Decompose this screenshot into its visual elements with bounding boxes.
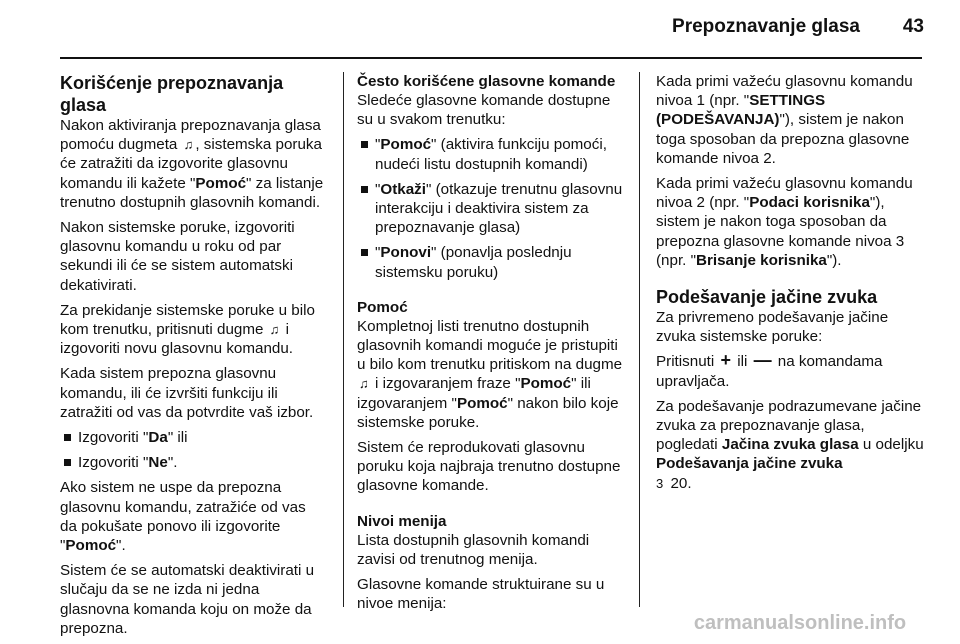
- column-1: [60, 72, 326, 644]
- text: Pritisnuti: [656, 353, 715, 371]
- text: Kompletnoj listi trenutno dostupnih glasovnih komandi moguće je pristupiti u bilo kom trenutku pritiskom na dugme: [357, 317, 623, 374]
- paragraph: [656, 72, 924, 168]
- text: "), sistem je nakon toga sposoban da prepozna glasovne komande nivoa 2.: [656, 111, 910, 167]
- section-heading-voice-usage: Korišćenje prepoznavanja glasa: [60, 73, 284, 115]
- text: ".: [167, 454, 178, 472]
- bold-term: Pomoć: [195, 174, 247, 192]
- text: ": [375, 136, 381, 154]
- column-divider-2: [639, 72, 640, 607]
- bold-term: SETTINGS (PODEŠAVANJA): [656, 92, 826, 129]
- bold-term: Pomoć: [456, 394, 508, 412]
- list-item: [357, 243, 623, 281]
- text: " (ponavlja poslednju sistemsku poruku): [375, 244, 572, 281]
- text: Izgovoriti ": [78, 454, 149, 472]
- text: ".: [116, 537, 126, 555]
- paragraph: [656, 352, 924, 390]
- section-heading-menu-levels: Nivoi menija: [357, 512, 447, 530]
- text: i izgovoriti novu glasovnu komandu.: [60, 321, 294, 358]
- voice-button-icon: ♫: [269, 322, 280, 338]
- section-heading-help: Pomoć: [357, 298, 408, 316]
- bold-term: Otkaži: [380, 180, 426, 198]
- page-title: Prepoznavanje glasa: [672, 16, 860, 37]
- text: Za podešavanje podrazumevane jačine zvuka za prepoznavanje glasa, pogledati: [656, 397, 922, 454]
- text: " nakon bilo koje sistemske poruke.: [357, 394, 619, 431]
- text: " (aktivira funkciju pomoći, nudeći listu dostupnih komandi): [375, 136, 607, 173]
- page-number: 43: [902, 16, 924, 37]
- plus-icon: +: [720, 350, 731, 371]
- paragraph: [357, 317, 623, 432]
- text: ").: [826, 251, 842, 269]
- list-item: [60, 453, 326, 472]
- bold-term: Podaci korisnika: [749, 194, 870, 212]
- text: " za listanje trenutno dostupnih glasovnih komandi.: [60, 174, 324, 211]
- paragraph: [656, 397, 924, 493]
- voice-button-icon: ♫: [359, 376, 369, 392]
- text: "), sistem je nakon toga sposoban da prepozna glasovne komande nivoa 3 (npr. ": [656, 194, 905, 269]
- bold-term: Pomoć: [380, 136, 432, 154]
- text: i izgovaranjem fraze ": [370, 375, 521, 393]
- paragraph: [656, 174, 924, 270]
- bold-term: Ponovi: [380, 244, 432, 262]
- text: ": [375, 244, 381, 262]
- list-item: [357, 180, 623, 238]
- bold-term: Brisanje korisnika: [696, 251, 827, 269]
- text: Ako sistem ne uspe da prepozna glasovnu komandu, zatražiće od vas da pokušate ponovo ili izgovorite ": [60, 479, 306, 555]
- page-reference-icon: 3: [656, 475, 664, 491]
- minus-icon: —: [753, 350, 772, 371]
- text: ili: [733, 353, 752, 371]
- paragraph: Nakon sistemske poruke, izgovoriti glasovnu komandu u roku od par sekundi ili će se sistem automatski dekativirati.: [60, 219, 295, 294]
- column-2: [357, 72, 623, 619]
- column-divider-1: [343, 72, 344, 607]
- list-item: [357, 135, 623, 173]
- bold-term: Podešavanja jačine zvuka: [656, 455, 843, 473]
- bold-term: Pomoć: [520, 375, 572, 393]
- column-3: [656, 72, 924, 499]
- paragraph: [60, 301, 326, 359]
- paragraph: [60, 478, 326, 555]
- bold-term: Jačina zvuka glasa: [721, 436, 859, 454]
- paragraph: Za privremeno podešavanje jačine zvuka sistemske poruke:: [656, 309, 889, 346]
- bold-term: Pomoć: [65, 537, 117, 555]
- spacer: [656, 276, 924, 286]
- text: Kada primi važeću glasovnu komandu nivoa 1 (npr. ": [656, 73, 913, 110]
- section-heading-common-commands: Često korišćene glasovne komande: [357, 73, 616, 90]
- text: Nakon aktiviranja prepoznavanja glasa pomoću dugmeta: [60, 117, 321, 154]
- paragraph: [60, 116, 326, 212]
- text: , sistemska poruka će zatražiti da izgovorite glasovnu komandu ili kažete ": [60, 136, 322, 192]
- spacer: [357, 502, 623, 512]
- text: Za prekidanje sistemske poruke u bilo kom trenutku, pritisnuti dugme: [60, 301, 315, 339]
- text: Izgovoriti ": [78, 429, 149, 447]
- paragraph: Glasovne komande struktuirane su u nivoe menija:: [357, 576, 605, 613]
- watermark: carmanualsonline.info: [693, 612, 907, 634]
- text: " (otkazuje trenutnu glasovnu interakciju i deaktivira sistem za prepoznavanje glasa): [375, 180, 623, 237]
- text: na komandama upravljača.: [656, 353, 883, 390]
- page-reference[interactable]: 20.: [666, 474, 692, 492]
- spacer: [357, 288, 623, 298]
- header-rule: [60, 57, 922, 59]
- bold-term: Ne: [148, 454, 168, 472]
- text: " ili izgovaranjem ": [357, 375, 591, 412]
- section-heading-volume: Podešavanje jačine zvuka: [656, 287, 878, 308]
- text: Kada primi važeću glasovnu komandu nivoa 2 (npr. ": [656, 175, 913, 212]
- paragraph: Sledeće glasovne komande dostupne su u svakom trenutku:: [357, 92, 611, 129]
- text: u odeljku: [858, 436, 924, 454]
- paragraph: Sistem će reprodukovati glasovnu poruku koja najbraja trenutno dostupne glasovne komande.: [357, 439, 621, 495]
- paragraph: Lista dostupnih glasovnih komandi zavisi od trenutnog menija.: [357, 531, 590, 568]
- paragraph: Sistem će se automatski deaktivirati u slučaju da se ne izda ni jedna glasnovna komanda koju on može da prepozna.: [60, 562, 315, 637]
- text: ": [375, 180, 381, 198]
- text: " ili: [167, 429, 188, 447]
- voice-button-icon: ♫: [183, 137, 194, 153]
- list-item: [60, 428, 326, 447]
- paragraph: Kada sistem prepozna glasovnu komandu, ili će izvršiti funkciju ili zatražiti od vas da potvrdite vaš izbor.: [60, 365, 314, 421]
- bold-term: Da: [148, 429, 168, 447]
